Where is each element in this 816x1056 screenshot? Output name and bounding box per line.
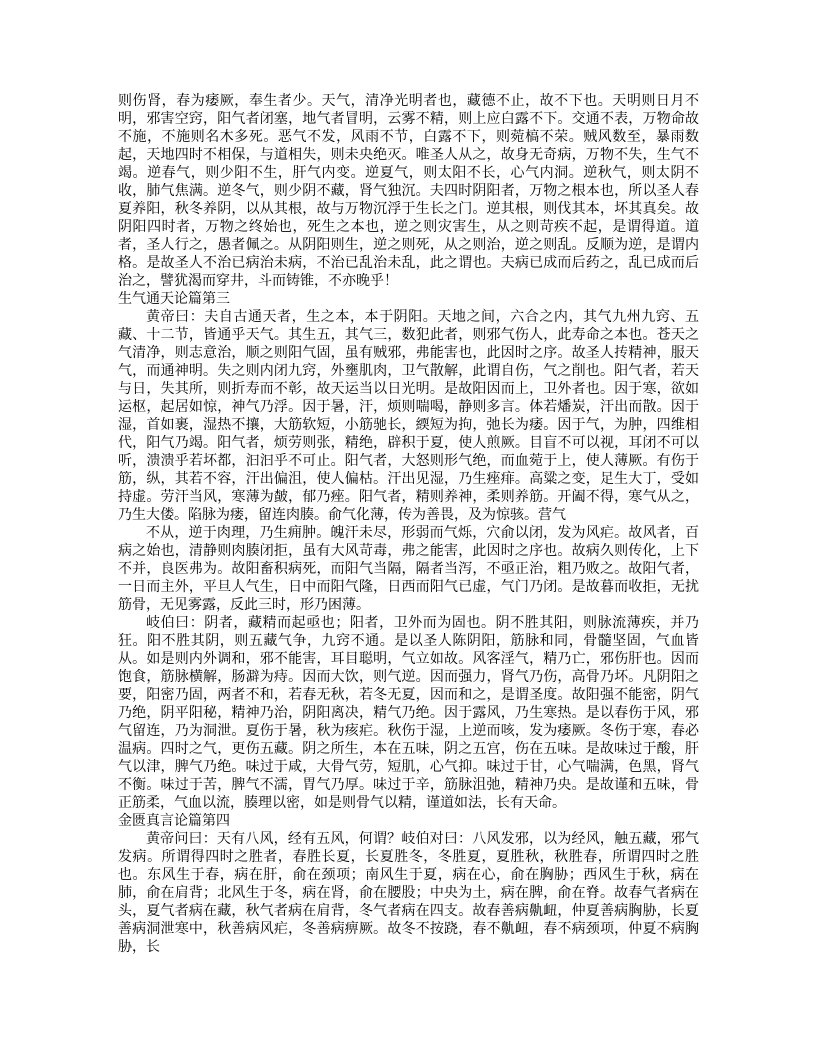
text-body: [118, 93, 699, 957]
paragraph-huangdi-wen-yue: 黄帝问曰：天有八风，经有五风，何谓？岐伯对曰：八风发邪，以为经风，触五藏，邪气发病。所谓得四时之胜者，春胜长夏，长夏胜冬，冬胜夏，夏胜秋，秋胜春，所谓四时之胜也。东风生于春，病在肝，俞在颈项；南风生于夏，病在心，俞在胸胁；西风生于秋，病在肺，俞在肩背；北风生于冬，病在肾，俞在腰股；中央为土，病在脾，俞在脊。故春气者病在头，夏气者病在藏，秋气者病在肩背，冬气者病在四支。故春善病鼽衄，仲夏善病胸胁，长夏善病洞泄寒中，秋善病风疟，冬善病痹厥。故冬不按跷，春不鼽衄，春不病颈项，仲夏不病胸胁，长: [118, 832, 699, 955]
chapter-title-jinkui-zhenyan-lun: 金匮真言论篇第四: [118, 814, 230, 829]
paragraph-qibo-yue: 岐伯曰：阴者，藏精而起亟也；阳者，卫外而为固也。阴不胜其阳，则脉流薄疾，并乃狂。阳不胜其阴，则五藏气争，九窍不通。是以圣人陈阴阳，筋脉和同，骨髓坚固，气血皆从。如是则内外调和，邪不能害，耳目聪明，气立如故。风客淫气，精乃亡，邪伤肝也。因而饱食，筋脉横解，肠澼为痔。因而大饮，则气逆。因而强力，肾气乃伤，高骨乃坏。凡阴阳之要，阳密乃固，两者不和，若春无秋，若冬无夏，因而和之，是谓圣度。故阳强不能密，阴气乃绝，阴平阳秘，精神乃治，阴阳离决，精气乃绝。因于露风，乃生寒热。是以春伤于风，邪气留连，乃为洞泄。夏伤于暑，秋为痎疟。秋伤于湿，上逆而咳，发为痿厥。冬伤于寒，春必温病。四时之气，更伤五藏。阴之所生，本在五味，阴之五宫，伤在五味。是故味过于酸，肝气以津，脾气乃绝。味过于咸，大骨气劳，短肌，心气抑。味过于甘，心气喘满，色黑，肾气不衡。味过于苦，脾气不濡，胃气乃厚。味过于辛，筋脉沮弛，精神乃央。是故谨和五味，骨正筋柔，气血以流，腠理以密，如是则骨气以精，谨道如法，长有天命。: [118, 616, 699, 811]
paragraph-continuation-sijiqi: 则伤肾，春为痿厥，奉生者少。天气，清净光明者也，藏德不止，故不下也。天明则日月不明，邪害空窍，阳气者闭塞，地气者冒明，云雾不精，则上应白露不下。交通不表，万物命故不施，不施则名木多死。恶气不发，风雨不节，白露不下，则菀槁不荣。贼风数至，暴雨数起，天地四时不相保，与道相失，则未央绝灭。唯圣人从之，故身无奇病，万物不失，生气不竭。逆春气，则少阳不生，肝气内变。逆夏气，则太阳不长，心气内洞。逆秋气，则太阴不收，肺气焦满。逆冬气，则少阴不藏，肾气独沉。夫四时阴阳者，万物之根本也，所以圣人春夏养阳，秋冬养阴，以从其根，故与万物沉浮于生长之门。逆其根，则伐其本，坏其真矣。故阴阳四时者，万物之终始也，死生之本也，逆之则灾害生，从之则苛疾不起，是谓得道。道者，圣人行之，愚者佩之。从阴阳则生，逆之则死，从之则治，逆之则乱。反顺为逆，是谓内格。是故圣人不治已病治未病，不治已乱治未乱，此之谓也。夫病已成而后药之，乱已成而后治之，譬犹渴而穿井，斗而铸锥，不亦晚乎！: [118, 94, 699, 289]
paragraph-huangdi-yue: 黄帝曰：夫自古通天者，生之本，本于阴阳。天地之间，六合之内，其气九州九窍、五藏、十二节，皆通乎天气。其生五，其气三，数犯此者，则邪气伤人，此寿命之本也。苍天之气清净，则志意治，顺之则阳气固，虽有贼邪，弗能害也，此因时之序。故圣人抟精神，服天气，而通神明。失之则内闭九窍，外壅肌肉，卫气散解，此谓自伤，气之削也。阳气者，若天与日，失其所，则折寿而不彰，故天运当以日光明。是故阳因而上，卫外者也。因于寒，欲如运枢，起居如惊，神气乃浮。因于暑，汗，烦则喘喝，静则多言。体若燔炭，汗出而散。因于湿，首如裹，湿热不攘，大筋软短，小筋驰长，緛短为拘，弛长为痿。因于气，为肿，四维相代，阳气乃竭。阳气者，烦劳则张，精绝，辟积于夏，使人煎厥。目盲不可以视，耳闭不可以听，溃溃乎若坏都，汩汩乎不可止。阳气者，大怒则形气绝，而血菀于上，使人薄厥。有伤于筋，纵，其若不容，汗出偏沮，使人偏枯。汗出见湿，乃生痤痱。高粱之变，足生大丁，受如持虚。劳汗当风，寒薄为皶，郁乃痤。阳气者，精则养神，柔则养筋。开阖不得，寒气从之，乃生大偻。陷脉为瘘，留连肉腠。俞气化薄，传为善畏，及为惊骇。营气: [118, 310, 699, 523]
chapter-title-shengqi-tongtian-lun: 生气通天论篇第三: [118, 292, 230, 307]
paragraph-yingqi-bucong: 不从，逆于肉理，乃生痈肿。魄汗未尽，形弱而气烁，穴俞以闭，发为风疟。故风者，百病之始也，清静则肉腠闭拒，虽有大风苛毒，弗之能害，此因时之序也。故病久则传化，上下不并，良医弗为。故阳畜积病死，而阳气当隔，隔者当泻，不亟正治，粗乃败之。故阳气者，一日而主外，平旦人气生，日中而阳气隆，日西而阳气已虚，气门乃闭。是故暮而收拒，无扰筋骨，无见雾露，反此三时，形乃困薄。: [118, 526, 699, 613]
